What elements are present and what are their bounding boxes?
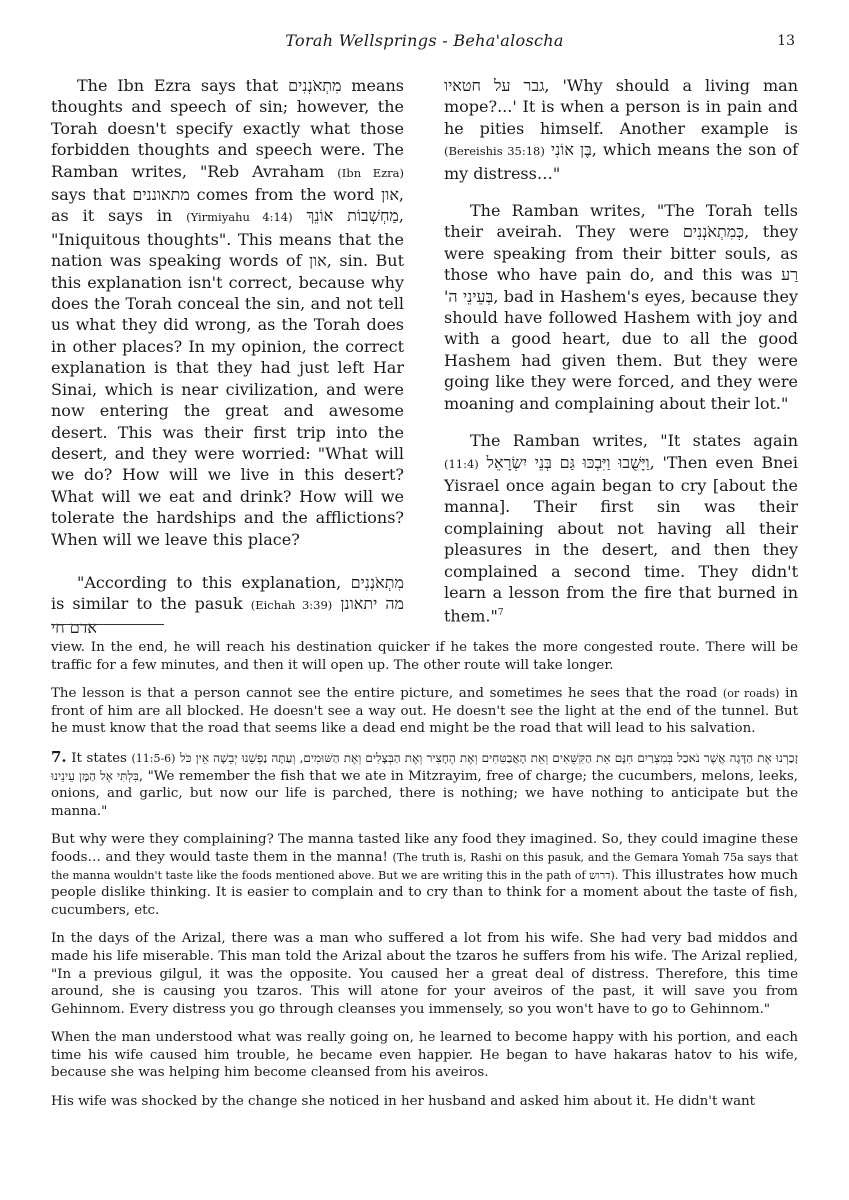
text-run: means thoughts and speech of sin; however, the Torah doesn't specify exactly what those forbidden thoughts and speech were. The Ramban writes, "Reb Avraham [51, 76, 404, 181]
text-run: , "Iniquitous thoughts". This means that the nation was speaking words of [51, 206, 405, 271]
footnotes-section [51, 639, 798, 1122]
text-run: , which means the son of my distress…" [444, 140, 799, 183]
text-run: "According to this explanation, [77, 572, 351, 592]
text-run: , 'Then even Bnei Yisrael once again began to cry [about the manna]. Their first sin was their complaining about not having all their pleasures in the desert, and then they complained a second time. They didn't learn a lesson from the fire that burned in them." [444, 452, 798, 626]
hebrew-text: וַיָּשֻׁבוּ וַיִּבְכּוּ גַּם בְּנֵי יִשְׂרָאֵל [486, 452, 650, 472]
footnote-paragraph: view. In the end, he will reach his destination quicker if he takes the more congested route. There will be traffic for a few minutes, and then it will open up. The other route will take longer. [51, 640, 798, 673]
text-run [293, 206, 307, 225]
footnote-separator [51, 624, 164, 625]
source-reference: (Yirmiyahu 4:14) [186, 210, 293, 225]
text-run: in front of him are all blocked. He doesn't see a way out. He doesn't see the light at the end of the tunnel. But he must know that the road that seems like a dead end might be the road that will lead to his salvation. [51, 686, 799, 737]
page-number: 13 [777, 33, 795, 49]
source-reference: (11:5-6) [131, 751, 176, 765]
text-run: But why were they complaining? The manna tasted like any food they imagined. So, they could imagine these foods… and they would taste them in the manna! [51, 832, 798, 865]
body-paragraph [51, 75, 404, 550]
hebrew-text: און [381, 185, 399, 205]
footnote-paragraph: In the days of the Arizal, there was a man who suffered a lot from his wife. She had very bad middos and made his life miserable. This man told the Arizal about the tzaros he suffers from his wife. The Arizal replied, "In a previous gilgul, it was the opposite. You caused her a great deal of distress. Therefore, this time around, she is causing you tzaros. This will atone for your aveiros of the past, it will save you from Gehinnom. Every distress you go through cleanses you immensely, so you won't have to go to Gehinnom." [51, 931, 798, 1017]
source-reference: (Bereishis 35:18) [444, 144, 545, 159]
hebrew-text: רַע בְּעֵינֵי ה' [444, 265, 798, 306]
parenthetical-note: (or roads) [722, 687, 780, 701]
text-run: is similar to the pasuk [51, 594, 251, 614]
body-paragraph [51, 572, 404, 638]
right-column [444, 75, 798, 627]
text-run: The Ibn Ezra says that [77, 76, 289, 95]
footnote-paragraph: When the man understood what was really going on, he learned to become happy with his portion, and each time his wife caused him trouble, he became even happier. He began to have hakaras hatov to his wife, because she was helping him become cleansed from his aveiros. [51, 1030, 798, 1081]
text-run: , they were speaking from their bitter souls, as those who have pain do, and this was [444, 222, 798, 285]
text-run: The Ramban writes, "The Torah tells their aveirah. They were [444, 201, 798, 242]
parenthetical-note: ). [610, 868, 619, 882]
footnote-marker[interactable]: 7 [497, 608, 504, 619]
footnote-paragraph [51, 749, 798, 820]
left-column [51, 75, 404, 638]
footnote-paragraph [51, 831, 798, 919]
footnote-paragraph: His wife was shocked by the change she noticed in her husband and asked him about it. He didn't want [51, 1094, 756, 1110]
hebrew-text: מִתְאֹנְנִים [350, 572, 404, 592]
running-header [0, 31, 849, 55]
hebrew-text: מתאוננים [132, 185, 190, 205]
body-paragraph [444, 75, 798, 184]
text-run: , bad in Hashem's eyes, because they should have followed Hashem with joy and with a good heart, due to all the good Hashem had given them. But they were going like they were forced, and they were moaning and complaining about their lot." [444, 286, 799, 413]
text-run: , "We remember the fish that we ate in Mitzrayim, free of charge; the cucumbers, melons, leeks, onions, and garlic, but now our life is parched, there is nothing; we have nothing to anticipate but the manna." [51, 768, 798, 819]
source-reference: (11:4) [444, 456, 479, 471]
hebrew-text: דרוש [589, 868, 611, 882]
text-run: The Ramban writes, "It states again [470, 431, 798, 451]
text-run: It states [66, 750, 132, 766]
body-paragraph [444, 430, 798, 627]
hebrew-text: בֶּן אוֹנִי [550, 140, 592, 160]
hebrew-text: זָכַרְנוּ אֶת הַדָּגָה אֲשֶׁר נֹאכַל בְּמִצְרַיִם חִנָּם אֵת הַקִּשֻּׁאִים וְאֵת הָאֲבַטִּחִים וְאֶת הֶחָצִיר וְאֶת הַבְּצָלִים וְאֶת הַשּׁוּמִים, וְעַתָּה נַפְשֵׁנוּ יְבֵשָׁה אֵין כֹּל בִּלְתִּי אֶל הַמָּן עֵינֵינוּ [51, 750, 798, 783]
source-reference: (Eichah 3:39) [250, 598, 333, 613]
hebrew-text: מַחְשְׁבוֹת אוֹנֵךְ [306, 206, 399, 226]
hebrew-text: און [308, 251, 327, 271]
text-run: , as it says in [51, 185, 405, 226]
hebrew-text: מִתְאֹנְנִים [288, 76, 342, 95]
text-run: , sin. But this explanation isn't correct, because why does the Torah conceal the sin, and not tell us what they did wrong, as the Torah does in other places? In my opinion, the correct explanation is that they had just left Har Sinai, which is near civilization, and were now entering the great and awesome desert. This was their first trip into the desert, and they were worried: "What will we do? How will we live in this desert? What will we eat and drink? How will we tolerate the hardships and the afflictions? When will we leave this place? [51, 251, 404, 549]
text-run: says that [51, 185, 133, 205]
parenthetical-note: (The truth is, Rashi on this pasuk, and the Gemara Yomah 75a says that the manna wouldn't taste like the foods mentioned above. But we are writing this in the path of [51, 850, 799, 882]
running-title: Torah Wellsprings - Beha'aloscha [285, 31, 564, 50]
text-run: , 'Why should a living man mope?...' It is when a person is in pain and he pities himself. Another example is [444, 76, 798, 138]
hebrew-text: גבר על חטאיו [444, 76, 545, 95]
hebrew-text: מה יתאונן אדם חי [51, 594, 404, 637]
footnote-number: 7. [51, 747, 67, 766]
footnote-paragraph [51, 685, 798, 738]
body-paragraph [444, 200, 798, 414]
text-run: The lesson is that a person cannot see the entire picture, and sometimes he sees that the road [51, 686, 723, 702]
text-run: comes from the word [189, 185, 382, 205]
source-reference: (Ibn Ezra) [337, 165, 404, 180]
text-run [479, 453, 487, 472]
hebrew-text: כְּמִתְאֹנְנִים [682, 222, 745, 242]
text-run: This illustrates how much people dislike thinking. It is easier to complain and to cry than to think for a moment about the taste of fish, cucumbers, etc. [51, 867, 798, 918]
